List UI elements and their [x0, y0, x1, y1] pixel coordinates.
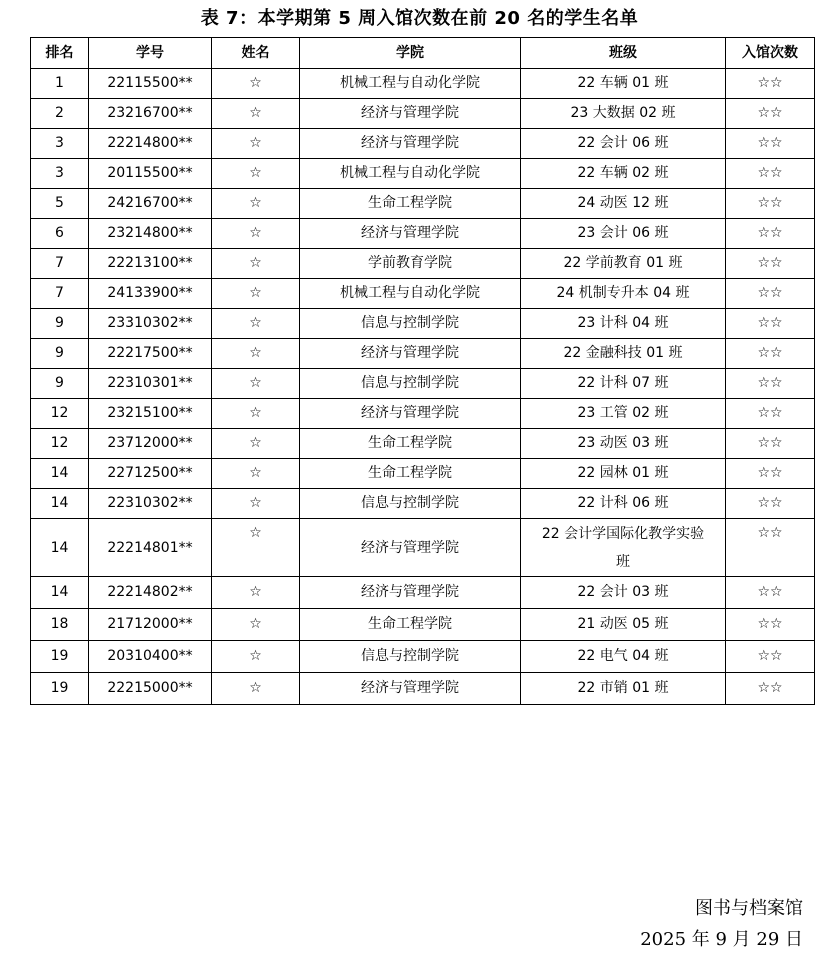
table-row [31, 189, 815, 219]
cell-rank: 14 [31, 519, 89, 577]
cell-college: 生命工程学院 [300, 429, 521, 459]
cell-college: 经济与管理学院 [300, 339, 521, 369]
cell-class: 22 会计 03 班 [521, 577, 726, 609]
cell-rank: 12 [31, 429, 89, 459]
cell-rank: 18 [31, 609, 89, 641]
cell-college: 学前教育学院 [300, 249, 521, 279]
cell-name: ☆ [212, 609, 300, 641]
cell-class: 23 会计 06 班 [521, 219, 726, 249]
cell-visits: ☆☆ [726, 609, 815, 641]
cell-student-id: 22310302** [89, 489, 212, 519]
table-row [31, 129, 815, 159]
cell-college: 生命工程学院 [300, 189, 521, 219]
cell-college: 机械工程与自动化学院 [300, 69, 521, 99]
cell-rank: 12 [31, 399, 89, 429]
cell-class: 22 车辆 02 班 [521, 159, 726, 189]
cell-class: 22 学前教育 01 班 [521, 249, 726, 279]
cell-rank: 19 [31, 673, 89, 705]
cell-name: ☆ [212, 249, 300, 279]
cell-college: 经济与管理学院 [300, 99, 521, 129]
header-student-id: 学号 [89, 38, 212, 69]
cell-student-id: 24216700** [89, 189, 212, 219]
cell-student-id: 22310301** [89, 369, 212, 399]
cell-student-id: 21712000** [89, 609, 212, 641]
table-row [31, 641, 815, 673]
table-row [31, 159, 815, 189]
cell-rank: 9 [31, 339, 89, 369]
cell-name: ☆ [212, 369, 300, 399]
cell-student-id: 22214800** [89, 129, 212, 159]
cell-class [521, 519, 726, 577]
cell-class-text: 22 会计学国际化教学实验班 [541, 525, 705, 570]
table-row [31, 673, 815, 705]
cell-class: 22 园林 01 班 [521, 459, 726, 489]
cell-visits: ☆☆ [726, 399, 815, 429]
cell-name: ☆ [212, 219, 300, 249]
cell-visits: ☆☆ [726, 577, 815, 609]
cell-name: ☆ [212, 489, 300, 519]
cell-student-id: 20115500** [89, 159, 212, 189]
cell-student-id: 22215000** [89, 673, 212, 705]
table-row [31, 489, 815, 519]
document-title: 表 7：本学期第 5 周入馆次数在前 20 名的学生名单 [200, 8, 639, 29]
cell-class: 23 大数据 02 班 [521, 99, 726, 129]
table-row [31, 459, 815, 489]
cell-name: ☆ [212, 99, 300, 129]
cell-class: 22 市销 01 班 [521, 673, 726, 705]
cell-rank: 5 [31, 189, 89, 219]
cell-college: 经济与管理学院 [300, 519, 521, 577]
table-row [31, 609, 815, 641]
header-college: 学院 [300, 38, 521, 69]
cell-class: 22 车辆 01 班 [521, 69, 726, 99]
header-name: 姓名 [212, 38, 300, 69]
cell-visits: ☆☆ [726, 219, 815, 249]
cell-college: 经济与管理学院 [300, 129, 521, 159]
cell-visits: ☆☆ [726, 673, 815, 705]
cell-rank: 19 [31, 641, 89, 673]
student-visit-table [30, 37, 815, 705]
cell-visits: ☆☆ [726, 279, 815, 309]
cell-student-id: 23310302** [89, 309, 212, 339]
cell-visits: ☆☆ [726, 369, 815, 399]
cell-class: 23 计科 04 班 [521, 309, 726, 339]
cell-college: 信息与控制学院 [300, 369, 521, 399]
cell-rank: 3 [31, 129, 89, 159]
table-row [31, 577, 815, 609]
cell-student-id: 23712000** [89, 429, 212, 459]
cell-visits: ☆☆ [726, 641, 815, 673]
cell-student-id: 22214801** [89, 519, 212, 577]
table-row [31, 279, 815, 309]
cell-college: 机械工程与自动化学院 [300, 279, 521, 309]
cell-college: 生命工程学院 [300, 459, 521, 489]
cell-college: 经济与管理学院 [300, 673, 521, 705]
cell-rank: 14 [31, 489, 89, 519]
cell-student-id: 22712500** [89, 459, 212, 489]
cell-class: 24 机制专升本 04 班 [521, 279, 726, 309]
table-row [31, 249, 815, 279]
cell-rank: 7 [31, 249, 89, 279]
cell-name: ☆ [212, 339, 300, 369]
table-row [31, 309, 815, 339]
cell-visits: ☆☆ [726, 69, 815, 99]
cell-class: 23 动医 03 班 [521, 429, 726, 459]
cell-class: 23 工管 02 班 [521, 399, 726, 429]
cell-class: 22 计科 07 班 [521, 369, 726, 399]
cell-student-id: 23214800** [89, 219, 212, 249]
cell-student-id: 23216700** [89, 99, 212, 129]
cell-student-id: 22217500** [89, 339, 212, 369]
cell-name: ☆ [212, 279, 300, 309]
cell-name: ☆ [212, 309, 300, 339]
cell-college: 信息与控制学院 [300, 309, 521, 339]
cell-student-id: 24133900** [89, 279, 212, 309]
cell-rank: 3 [31, 159, 89, 189]
footer-organization: 图书与档案馆 [695, 898, 803, 919]
cell-name: ☆ [212, 159, 300, 189]
cell-college: 经济与管理学院 [300, 219, 521, 249]
cell-class: 21 动医 05 班 [521, 609, 726, 641]
cell-college: 经济与管理学院 [300, 577, 521, 609]
table-row [31, 219, 815, 249]
table-row [31, 339, 815, 369]
cell-visits: ☆☆ [726, 309, 815, 339]
cell-college: 生命工程学院 [300, 609, 521, 641]
cell-visits: ☆☆ [726, 429, 815, 459]
cell-rank: 9 [31, 369, 89, 399]
cell-rank: 6 [31, 219, 89, 249]
header-rank: 排名 [31, 38, 89, 69]
cell-name: ☆ [212, 673, 300, 705]
cell-class: 22 计科 06 班 [521, 489, 726, 519]
cell-name: ☆ [212, 429, 300, 459]
cell-name: ☆ [212, 577, 300, 609]
cell-class: 22 电气 04 班 [521, 641, 726, 673]
cell-name: ☆ [212, 459, 300, 489]
cell-name: ☆ [212, 519, 300, 577]
cell-visits: ☆☆ [726, 189, 815, 219]
cell-rank: 14 [31, 459, 89, 489]
cell-name: ☆ [212, 129, 300, 159]
cell-college: 机械工程与自动化学院 [300, 159, 521, 189]
cell-name: ☆ [212, 641, 300, 673]
header-class: 班级 [521, 38, 726, 69]
cell-visits: ☆☆ [726, 339, 815, 369]
cell-name: ☆ [212, 189, 300, 219]
cell-name: ☆ [212, 69, 300, 99]
cell-college: 信息与控制学院 [300, 641, 521, 673]
cell-rank: 2 [31, 99, 89, 129]
cell-visits: ☆☆ [726, 489, 815, 519]
cell-student-id: 22214802** [89, 577, 212, 609]
header-visits: 入馆次数 [726, 38, 815, 69]
table-row [31, 99, 815, 129]
table-row [31, 69, 815, 99]
table-row [31, 369, 815, 399]
cell-student-id: 20310400** [89, 641, 212, 673]
cell-college: 经济与管理学院 [300, 399, 521, 429]
cell-class: 24 动医 12 班 [521, 189, 726, 219]
table-header-row [31, 38, 815, 69]
cell-college: 信息与控制学院 [300, 489, 521, 519]
table-body [31, 69, 815, 705]
table-row [31, 429, 815, 459]
cell-rank: 1 [31, 69, 89, 99]
cell-rank: 14 [31, 577, 89, 609]
table-row [31, 399, 815, 429]
cell-visits: ☆☆ [726, 249, 815, 279]
footer-date: 2025 年 9 月 29 日 [640, 929, 803, 950]
cell-student-id: 22213100** [89, 249, 212, 279]
cell-class: 22 金融科技 01 班 [521, 339, 726, 369]
cell-class: 22 会计 06 班 [521, 129, 726, 159]
cell-rank: 9 [31, 309, 89, 339]
cell-visits: ☆☆ [726, 99, 815, 129]
cell-name: ☆ [212, 399, 300, 429]
cell-student-id: 23215100** [89, 399, 212, 429]
table-row [31, 519, 815, 577]
cell-visits: ☆☆ [726, 129, 815, 159]
cell-visits: ☆☆ [726, 459, 815, 489]
cell-student-id: 22115500** [89, 69, 212, 99]
cell-visits: ☆☆ [726, 519, 815, 577]
cell-visits: ☆☆ [726, 159, 815, 189]
cell-rank: 7 [31, 279, 89, 309]
